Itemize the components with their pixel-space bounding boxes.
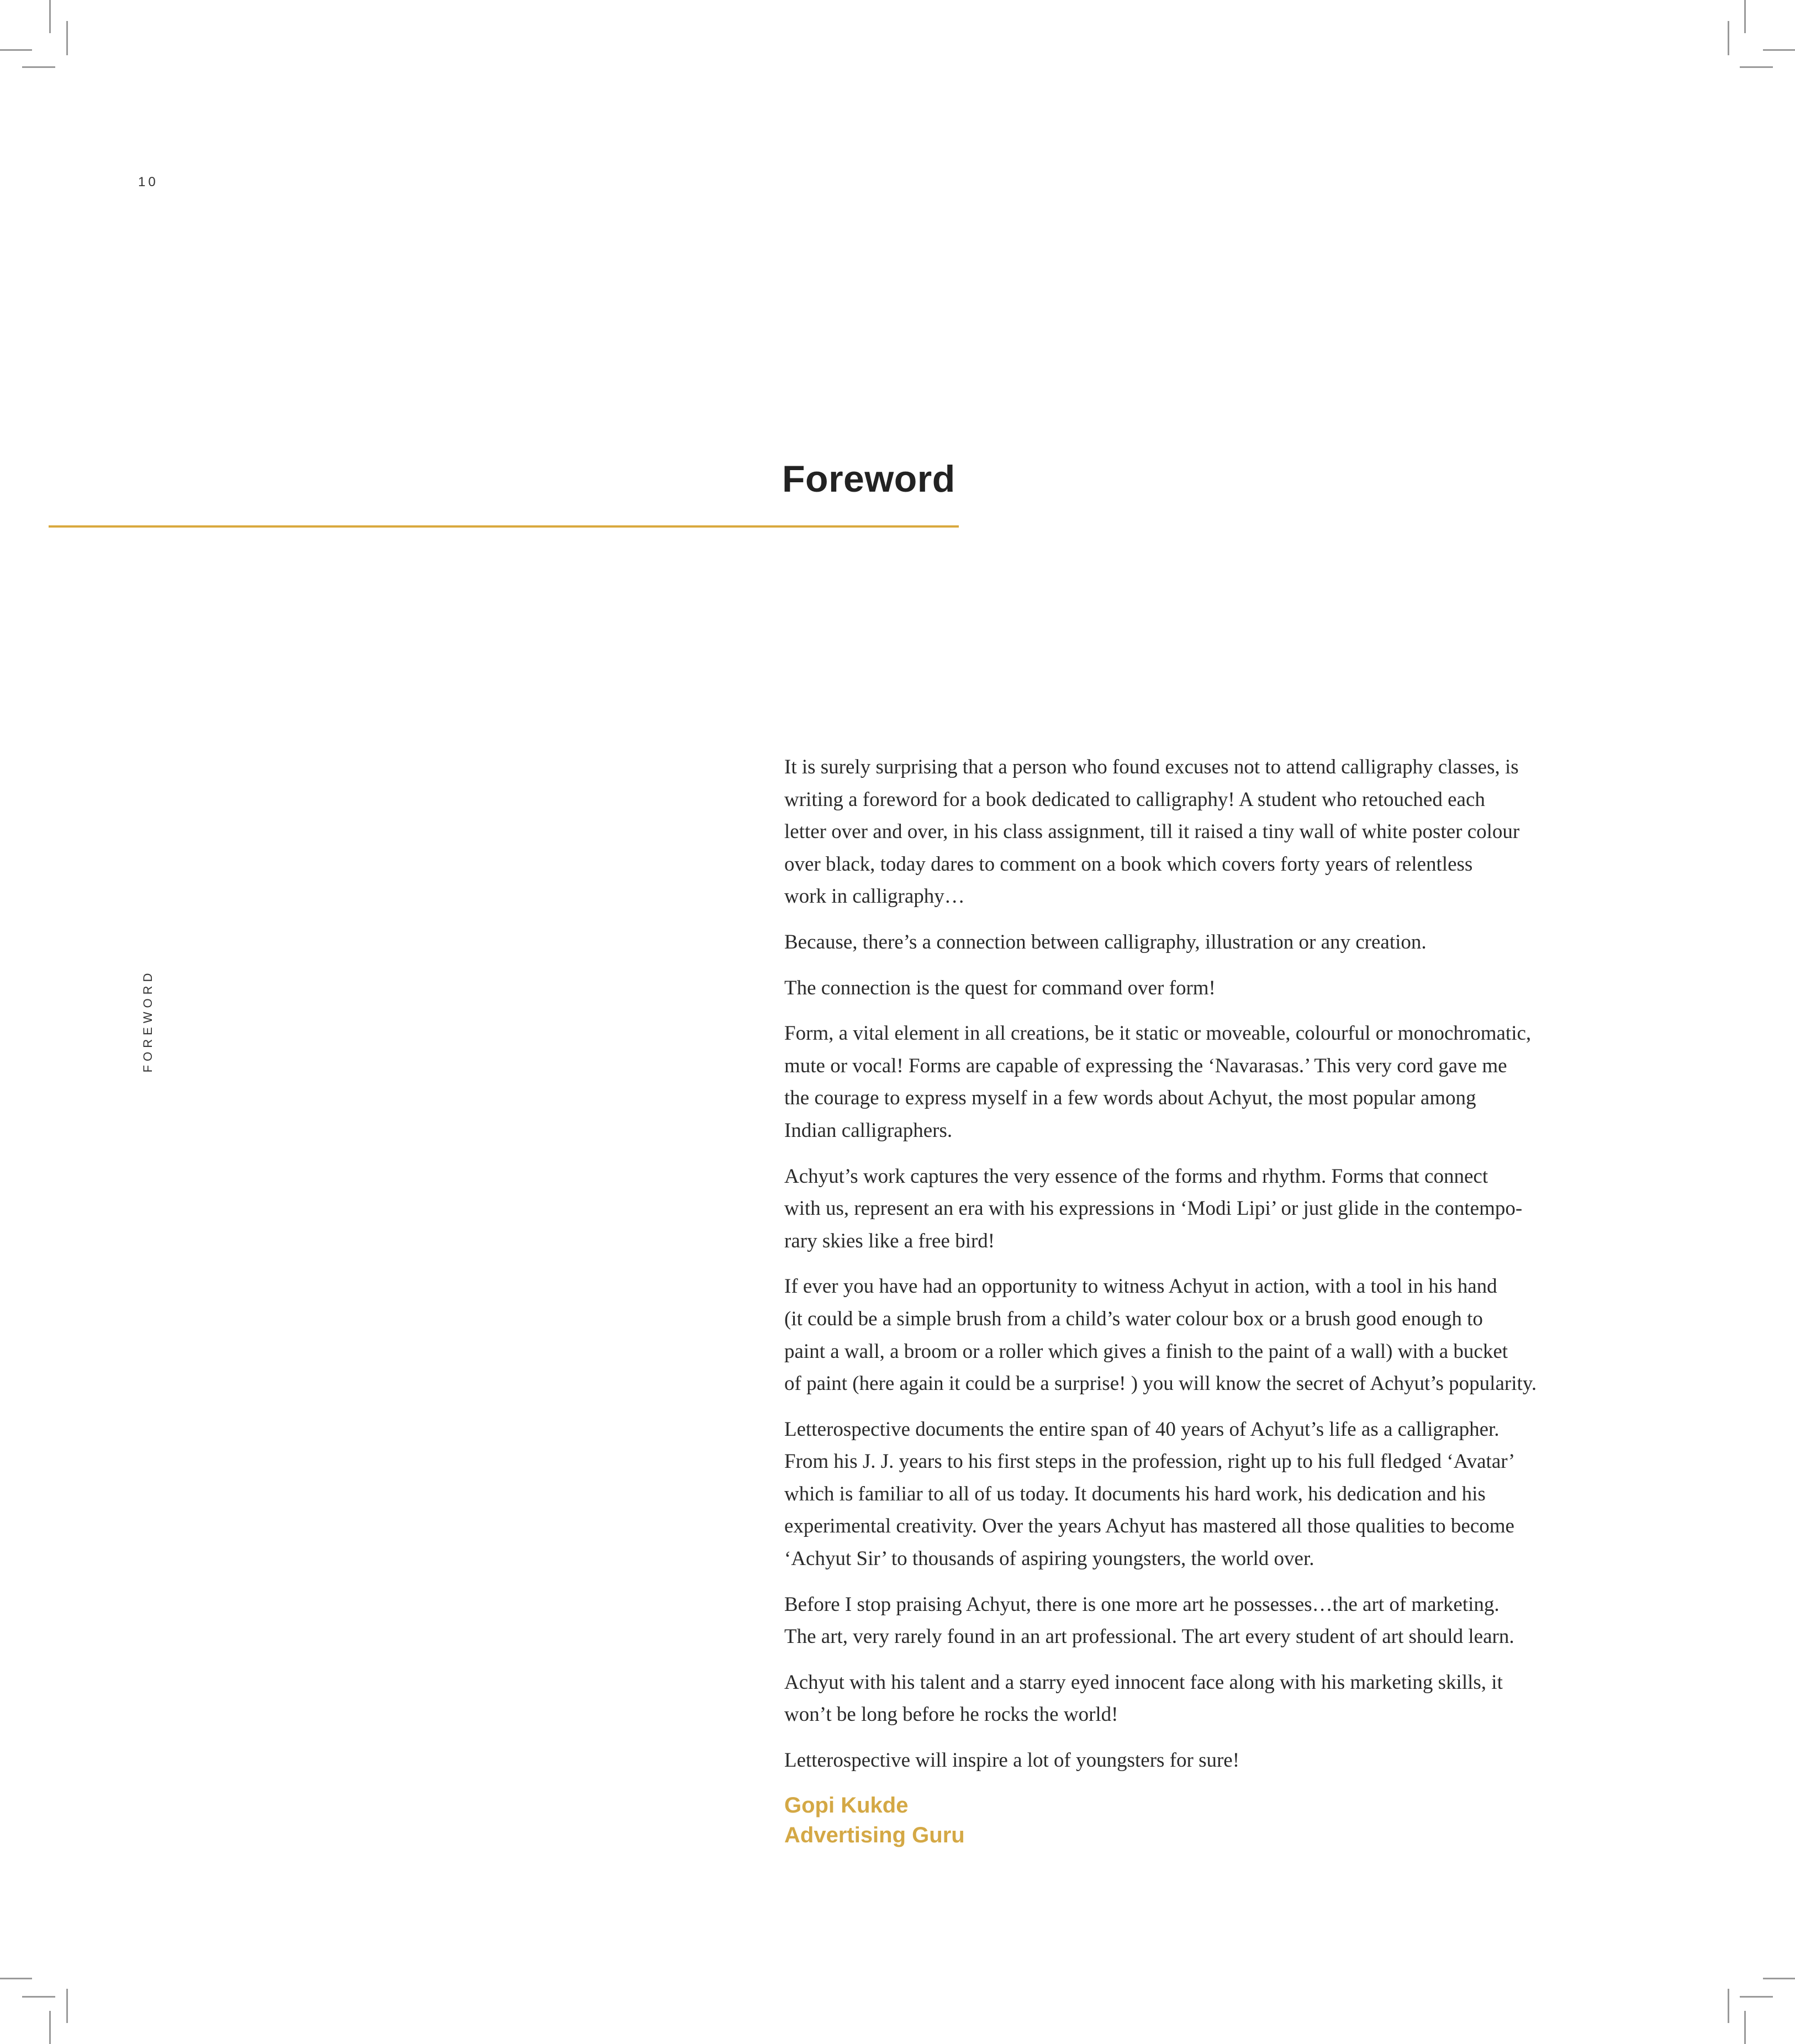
text-line: Before I stop praising Achyut, there is one more art he possesses…the art of marketing. xyxy=(784,1593,1500,1616)
text-line: The connection is the quest for command over form! xyxy=(784,976,1216,999)
crop-mark xyxy=(1740,66,1773,68)
text-line: From his J. J. years to his first steps in the profession, right up to his full fledged ‘Avatar’ xyxy=(784,1450,1516,1473)
crop-mark xyxy=(49,2011,51,2044)
paragraph xyxy=(784,926,1607,959)
crop-mark xyxy=(22,1996,55,1998)
text-line: Indian calligraphers. xyxy=(784,1119,953,1142)
crop-mark xyxy=(22,66,55,68)
text-line: won’t be long before he rocks the world! xyxy=(784,1703,1118,1726)
crop-mark xyxy=(66,21,68,55)
crop-mark xyxy=(1728,1989,1729,2023)
title-underline xyxy=(49,525,959,528)
text-line: Letterospective will inspire a lot of youngsters for sure! xyxy=(784,1749,1240,1772)
crop-mark xyxy=(1740,1996,1773,1998)
text-line: Achyut’s work captures the very essence of the forms and rhythm. Forms that connect xyxy=(784,1165,1488,1188)
text-line: over black, today dares to comment on a book which covers forty years of relentless xyxy=(784,852,1473,876)
paragraph xyxy=(784,1667,1607,1731)
text-line: (it could be a simple brush from a child’s water colour box or a brush good enough to xyxy=(784,1307,1483,1330)
text-line: Letterospective documents the entire span of 40 years of Achyut’s life as a calligrapher. xyxy=(784,1418,1500,1441)
author-role: Advertising Guru xyxy=(784,1822,965,1847)
text-line: ‘Achyut Sir’ to thousands of aspiring youngsters, the world over. xyxy=(784,1547,1314,1571)
text-line: rary skies like a free bird! xyxy=(784,1229,995,1252)
text-line: Achyut with his talent and a starry eyed innocent face along with his marketing skills, it xyxy=(784,1671,1503,1694)
text-line: with us, represent an era with his expressions in ‘Modi Lipi’ or just glide in the contempo- xyxy=(784,1197,1523,1220)
paragraph xyxy=(784,1589,1607,1653)
page-number: 10 xyxy=(138,175,159,189)
crop-mark xyxy=(1763,1978,1795,1979)
text-line: paint a wall, a broom or a roller which gives a finish to the paint of a wall) with a bucket xyxy=(784,1340,1508,1363)
crop-mark xyxy=(1728,21,1729,55)
text-line: mute or vocal! Forms are capable of expressing the ‘Navarasas.’ This very cord gave me xyxy=(784,1054,1507,1077)
text-line: writing a foreword for a book dedicated to calligraphy! A student who retouched each xyxy=(784,788,1485,811)
author-name: Gopi Kukde xyxy=(784,1793,909,1818)
text-line: The art, very rarely found in an art professional. The art every student of art should learn. xyxy=(784,1625,1514,1648)
text-line: letter over and over, in his class assignment, till it raised a tiny wall of white poster colour xyxy=(784,820,1520,844)
crop-mark xyxy=(1763,49,1795,51)
paragraph xyxy=(784,1414,1607,1576)
crop-mark xyxy=(49,0,51,33)
paragraph xyxy=(784,751,1607,913)
paragraph xyxy=(784,1161,1607,1258)
text-line: Because, there’s a connection between calligraphy, illustration or any creation. xyxy=(784,930,1427,953)
crop-mark xyxy=(1744,2011,1746,2044)
crop-mark xyxy=(1744,0,1746,33)
text-line: It is surely surprising that a person who found excuses not to attend calligraphy classes, is xyxy=(784,756,1519,778)
crop-mark xyxy=(0,1978,32,1979)
paragraph xyxy=(784,972,1607,1005)
crop-mark xyxy=(66,1989,68,2023)
paragraph xyxy=(784,1745,1607,1777)
foreword-body xyxy=(784,751,1607,1850)
page-title: Foreword xyxy=(782,458,955,500)
text-line: which is familiar to all of us today. It documents his hard work, his dedication and his xyxy=(784,1482,1486,1505)
text-line: of paint (here again it could be a surprise! ) you will know the secret of Achyut’s popularity. xyxy=(784,1372,1537,1395)
text-line: experimental creativity. Over the years Achyut has mastered all those qualities to become xyxy=(784,1515,1514,1538)
running-head: FOREWORD xyxy=(141,969,155,1073)
text-line: work in calligraphy… xyxy=(784,885,965,908)
text-line: the courage to express myself in a few words about Achyut, the most popular among xyxy=(784,1087,1476,1110)
text-line: If ever you have had an opportunity to witness Achyut in action, with a tool in his hand xyxy=(784,1275,1497,1298)
paragraph xyxy=(784,1271,1607,1400)
text-line: Form, a vital element in all creations, be it static or moveable, colourful or monochromatic, xyxy=(784,1022,1532,1045)
paragraph xyxy=(784,1018,1607,1147)
signature-block xyxy=(784,1790,1607,1850)
crop-mark xyxy=(0,49,32,51)
